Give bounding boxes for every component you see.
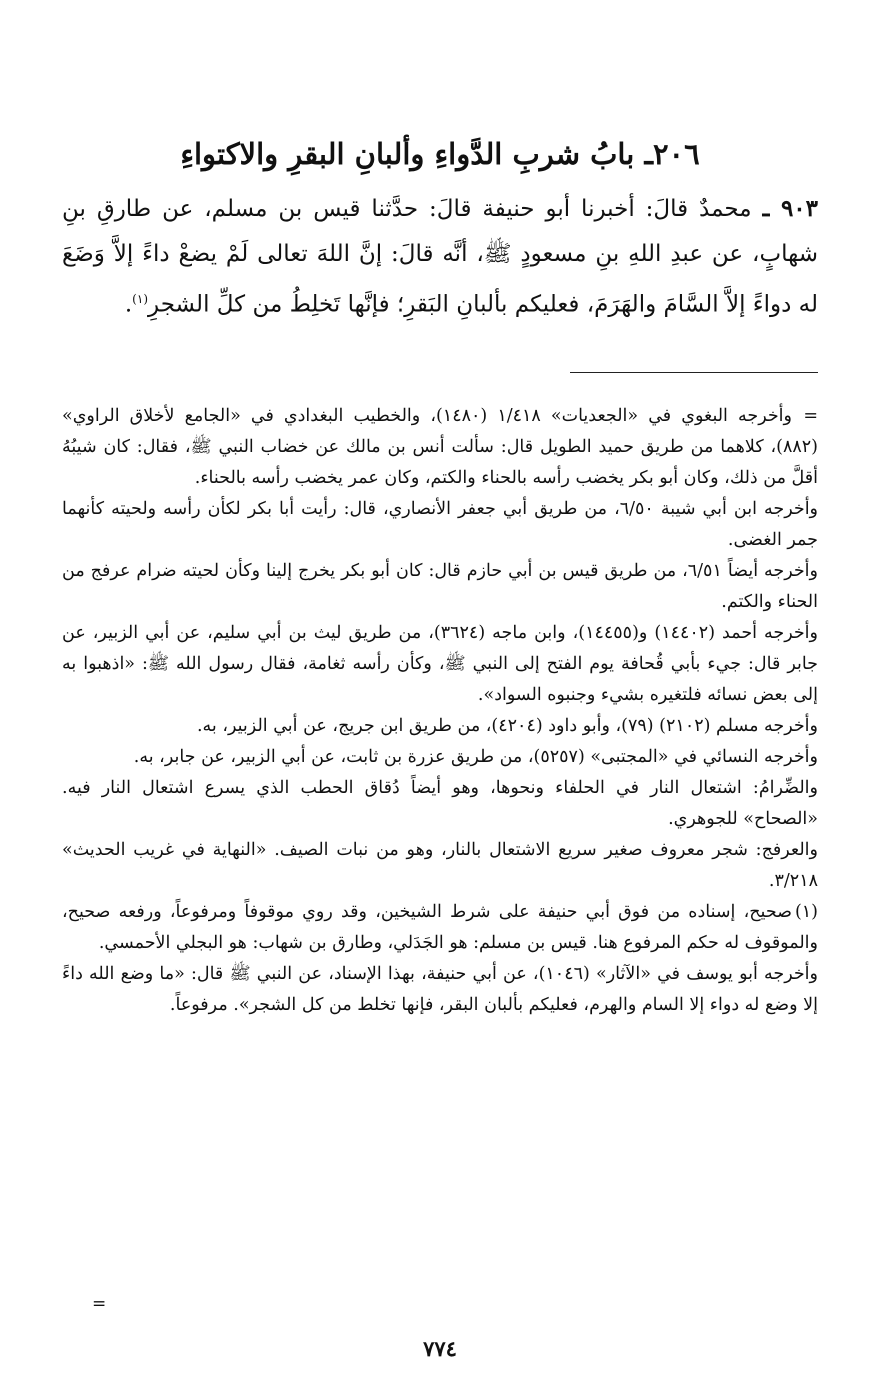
footnote-divider	[570, 372, 818, 373]
footnote-item	[62, 556, 818, 618]
footnotes	[62, 401, 818, 1021]
note-text: صحيح، إسناده من فوق أبي حنيفة على شرط الشيخين، وقد روي موقوفاً ومرفوعاً، ورفعه صحيح، والموقوف له حكم المرفوع هنا. قيس بن مسلم: هو الجَدَلي، وطارق بن شهاب: هو البجلي الأحمسي.	[62, 901, 818, 953]
note-marker: =	[803, 405, 818, 426]
footnote-item	[62, 401, 818, 494]
note-text: وأخرجه ابن أبي شيبة ٦/٥٠، من طريق أبي جعفر الأنصاري، قال: رأيت أبا بكر لكأن رأسه ولحيته كأنهما جمر الغضى.	[62, 498, 819, 550]
hadith-text: محمدٌ قالَ: أخبرنا أبو حنيفة قالَ: حدَّثنا قيس بن مسلم، عن طارقِ بنِ شهابٍ، عن عبدِ اللهِ بنِ مسعودٍ ﷺ، أنَّه قالَ: إنَّ اللهَ تعالى لَمْ يضعْ داءً إلاَّ وَضَعَ له دواءً إلاَّ السَّامَ والهَرَمَ، فعليكم بألبانِ البَقرِ؛ فإنَّها تَخلِطُ من كلِّ الشجرِ	[62, 196, 818, 318]
note-text: وأخرجه النسائي في «المجتبى» (٥٢٥٧)، من طريق عزرة بن ثابت، عن أبي الزبير، عن جابر، به.	[133, 746, 818, 767]
hadith-number: ٩٠٣ ـ	[762, 195, 819, 222]
note-text: وأخرجه أبو يوسف في «الآثار» (١٠٤٦)، عن أبي حنيفة، بهذا الإسناد، عن النبي ﷺ قال: «ما وضع الله داءً إلا وضع له دواء إلا السام والهرم، فعليكم بألبان البقر، فإنها تخلط من كل الشجر». مرفوعاً.	[62, 963, 818, 1015]
footnote-item	[62, 959, 818, 1021]
footnote-item	[62, 773, 818, 835]
note-text: وأخرجه البغوي في «الجعديات» ١/٤١٨ (١٤٨٠)، والخطيب البغدادي في «الجامع لأخلاق الراوي» (٨٨٢)، كلاهما من طريق حميد الطويل قال: سألت أنس بن مالك عن خضاب النبي ﷺ، فقال: كان شيبُهُ أقلَّ من ذلك، وكان أبو بكر يخضب رأسه بالحناء والكتم، وكان عمر يخضب رأسه بالحناء.	[62, 405, 818, 488]
footnote-item	[62, 494, 818, 556]
note-text: والعرفج: شجر معروف صغير سريع الاشتعال بالنار، وهو من نبات الصيف. «النهاية في غريب الحديث» ٣/٢١٨.	[62, 839, 818, 891]
page-number: ٧٧٤	[423, 1336, 457, 1361]
hadith-paragraph	[62, 186, 818, 328]
continuation-marker: =	[92, 1294, 107, 1314]
note-text: وأخرجه أيضاً ٦/٥١، من طريق قيس بن أبي حازم قال: كان أبو بكر يخرج إلينا وكأن لحيته ضرام عرفج من الحناء والكتم.	[62, 560, 818, 612]
footnote-item	[62, 742, 818, 773]
book-page	[62, 96, 818, 1386]
note-text: والضِّرامُ: اشتعال النار في الحلفاء ونحوها، وهو أيضاً دُقاق الحطب الذي يسرع اشتعال النار فيه. «الصحاح» للجوهري.	[62, 777, 818, 829]
footnote-ref[interactable]: (١)	[132, 292, 148, 306]
hadith-end: .	[124, 291, 133, 318]
footnote-item	[62, 618, 818, 711]
footnote-item	[62, 897, 818, 959]
note-text: وأخرجه أحمد (١٤٤٠٢) و(١٤٤٥٥)، وابن ماجه (٣٦٢٤)، من طريق ليث بن أبي سليم، عن أبي الزبير، عن جابر قال: جيء بأبي قُحافة يوم الفتح إلى النبي ﷺ، وكأن رأسه ثغامة، فقال رسول الله ﷺ: «اذهبوا به إلى بعض نسائه فلتغيره بشيء وجنبوه السواد».	[62, 622, 818, 705]
note-text: وأخرجه مسلم (٢١٠٢) (٧٩)، وأبو داود (٤٢٠٤)، من طريق ابن جريج، عن أبي الزبير، به.	[196, 715, 818, 736]
footnote-item	[62, 711, 818, 742]
footnote-item	[62, 835, 818, 897]
chapter-title: ٢٠٦ـ بابُ شربِ الدَّواءِ وألبانِ البقرِ والاكتواءِ	[180, 137, 700, 171]
note-marker: (١)	[794, 901, 818, 922]
